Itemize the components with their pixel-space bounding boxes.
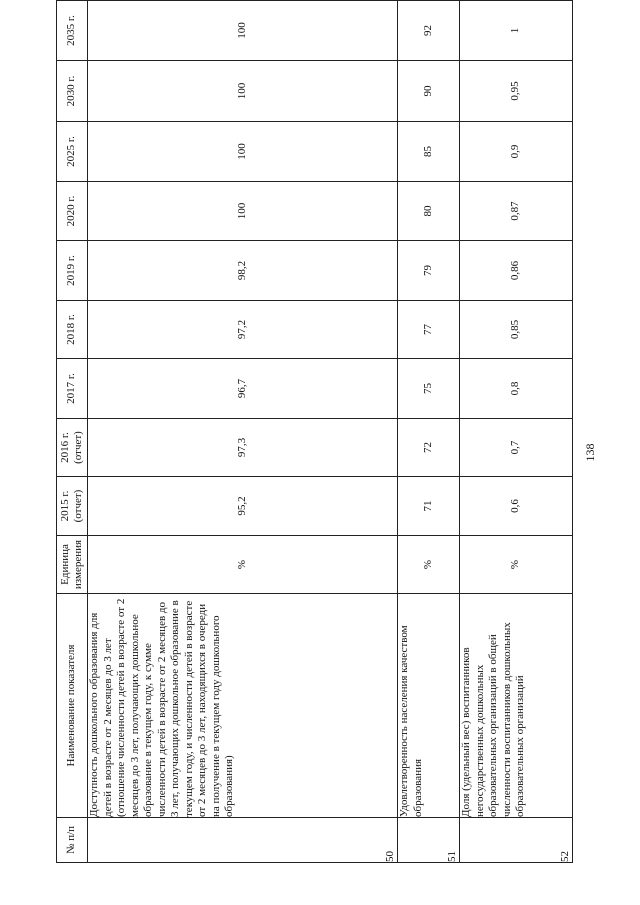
indicators-table xyxy=(56,0,573,863)
cell-2025: 85 xyxy=(398,122,460,182)
cell-2017: 75 xyxy=(398,359,460,419)
cell-2035: 92 xyxy=(398,1,460,61)
header-name: Наименование показателя xyxy=(57,594,88,818)
row-unit: % xyxy=(398,536,460,594)
cell-2019: 98,2 xyxy=(88,241,398,301)
row-unit: % xyxy=(460,536,573,594)
header-2019: 2019 г. xyxy=(57,241,88,301)
table-row xyxy=(398,1,460,863)
header-2020: 2020 г. xyxy=(57,182,88,241)
cell-2030: 100 xyxy=(88,61,398,122)
header-num: № п/п xyxy=(57,818,88,863)
header-2015-line2: (отчет) xyxy=(72,489,84,523)
cell-2017: 96,7 xyxy=(88,359,398,419)
cell-2016: 0,7 xyxy=(460,419,573,477)
table-row xyxy=(88,1,398,863)
cell-2018: 77 xyxy=(398,301,460,359)
header-2030: 2030 г. xyxy=(57,61,88,122)
header-2017: 2017 г. xyxy=(57,359,88,419)
cell-2035: 1 xyxy=(460,1,573,61)
header-2016-line1: 2016 г. xyxy=(58,432,71,463)
header-unit xyxy=(57,536,88,594)
cell-2025: 100 xyxy=(88,122,398,182)
header-row xyxy=(57,1,88,863)
row-unit: % xyxy=(88,536,398,594)
cell-2019: 79 xyxy=(398,241,460,301)
cell-2016: 97,3 xyxy=(88,419,398,477)
cell-2019: 0,86 xyxy=(460,241,573,301)
cell-2015: 0,6 xyxy=(460,477,573,536)
header-2015 xyxy=(57,477,88,536)
header-unit-line2: измерения xyxy=(72,539,84,590)
cell-2015: 71 xyxy=(398,477,460,536)
table-row xyxy=(460,1,573,863)
cell-2020: 80 xyxy=(398,182,460,241)
row-num: 52 xyxy=(460,818,573,863)
header-2015-line1: 2015 г. xyxy=(58,490,71,522)
header-2035: 2035 г. xyxy=(57,1,88,61)
cell-2035: 100 xyxy=(88,1,398,61)
row-name: Доля (удельный вес) воспитанников негосударственных дошкольных образовательных организаций в общей численности воспитанников дошкольных образовательных организаций xyxy=(460,594,573,818)
cell-2015: 95,2 xyxy=(88,477,398,536)
cell-2025: 0,9 xyxy=(460,122,573,182)
header-2025: 2025 г. xyxy=(57,122,88,182)
header-unit-line1: Единица xyxy=(58,544,71,585)
cell-2016: 72 xyxy=(398,419,460,477)
row-num: 51 xyxy=(398,818,460,863)
row-num: 50 xyxy=(88,818,398,863)
cell-2017: 0,8 xyxy=(460,359,573,419)
cell-2030: 90 xyxy=(398,61,460,122)
cell-2020: 100 xyxy=(88,182,398,241)
row-name: Доступность дошкольного образования для детей в возрасте от 2 месяцев до 3 лет (отношение численности детей в возрасте от 2 месяцев до 3 лет, получающих дошкольное образование в текущем году, к сумме численности детей в возрасте от 2 месяцев до 3 лет, получающих дошкольное образование в текущем году, и численности детей в возрасте от 2 месяцев до 3 лет, находящихся в очереди на получение в текущем году дошкольного образования) xyxy=(88,594,398,818)
page-number: 138 xyxy=(583,443,597,462)
cell-2020: 0,87 xyxy=(460,182,573,241)
cell-2030: 0,95 xyxy=(460,61,573,122)
header-2016 xyxy=(57,419,88,477)
cell-2018: 97,2 xyxy=(88,301,398,359)
row-name: Удовлетворенность населения качеством образования xyxy=(398,594,460,818)
cell-2018: 0,85 xyxy=(460,301,573,359)
header-2016-line2: (отчет) xyxy=(72,431,84,464)
header-2018: 2018 г. xyxy=(57,301,88,359)
